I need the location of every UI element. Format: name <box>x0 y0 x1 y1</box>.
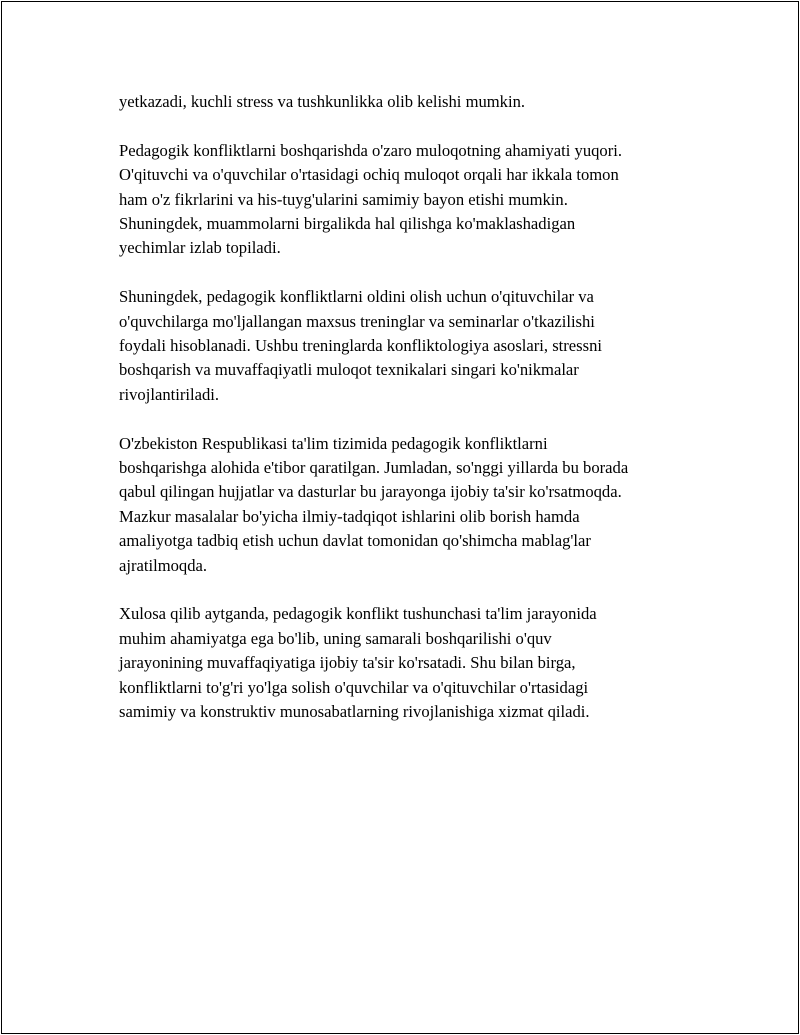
text-line: amaliyotga tadbiq etish uchun davlat tomonidan qo'shimcha mablag'lar <box>119 531 591 551</box>
text-line: yetkazadi, kuchli stress va tushkunlikka olib kelishi mumkin. <box>119 92 526 111</box>
document-body <box>119 90 709 749</box>
text-line: Shuningdek, muammolarni birgalikda hal qilishga ko'maklashadigan <box>119 214 576 234</box>
text-line: O'qituvchi va o'quvchilar o'rtasidagi ochiq muloqot orqali har ikkala tomon <box>119 165 619 185</box>
text-line: ham o'z fikrlarini va his-tuyg'ularini samimiy bayon etishi mumkin. <box>119 189 568 209</box>
text-line: o'quvchilarga mo'ljallangan maxsus treninglar va seminarlar o'tkazilishi <box>119 311 595 331</box>
paragraph-4 <box>119 432 709 578</box>
text-line: Xulosa qilib aytganda, pedagogik konflikt tushunchasi ta'lim jarayonida <box>119 604 597 624</box>
text-line: rivojlantiriladi. <box>119 384 220 404</box>
paragraph-5 <box>119 602 709 724</box>
text-line: Mazkur masalalar bo'yicha ilmiy-tadqiqot ishlarini olib borish hamda <box>119 506 580 526</box>
text-line: samimiy va konstruktiv munosabatlarning rivojlanishiga xizmat qiladi. <box>119 702 590 722</box>
paragraph-3 <box>119 285 709 407</box>
text-line: konfliktlarni to'g'ri yo'lga solish o'quvchilar va o'qituvchilar o'rtasidagi <box>119 677 589 697</box>
text-line: boshqarishga alohida e'tibor qaratilgan. Jumladan, so'nggi yillarda bu borada <box>119 458 629 478</box>
paragraph-2 <box>119 139 709 261</box>
text-line: qabul qilingan hujjatlar va dasturlar bu jarayonga ijobiy ta'sir ko'rsatmoqda. <box>119 482 622 502</box>
text-line: yechimlar izlab topiladi. <box>119 238 281 258</box>
paragraph-1 <box>119 90 709 114</box>
text-line: jarayonining muvaffaqiyatiga ijobiy ta'sir ko'rsatadi. Shu bilan birga, <box>119 653 576 673</box>
text-line: O'zbekiston Respublikasi ta'lim tizimida pedagogik konfliktlarni <box>119 433 548 453</box>
text-line: Pedagogik konfliktlarni boshqarishda o'zaro muloqotning ahamiyati yuqori. <box>119 140 623 160</box>
document-page <box>1 1 799 1034</box>
text-line: boshqarish va muvaffaqiyatli muloqot texnikalari singari ko'nikmalar <box>119 360 579 380</box>
text-line: Shuningdek, pedagogik konfliktlarni oldini olish uchun o'qituvchilar va <box>119 287 594 307</box>
text-line: foydali hisoblanadi. Ushbu treninglarda konfliktologiya asoslari, stressni <box>119 336 602 356</box>
text-line: muhim ahamiyatga ega bo'lib, uning samarali boshqarilishi o'quv <box>119 628 552 648</box>
text-line: ajratilmoqda. <box>119 555 208 575</box>
